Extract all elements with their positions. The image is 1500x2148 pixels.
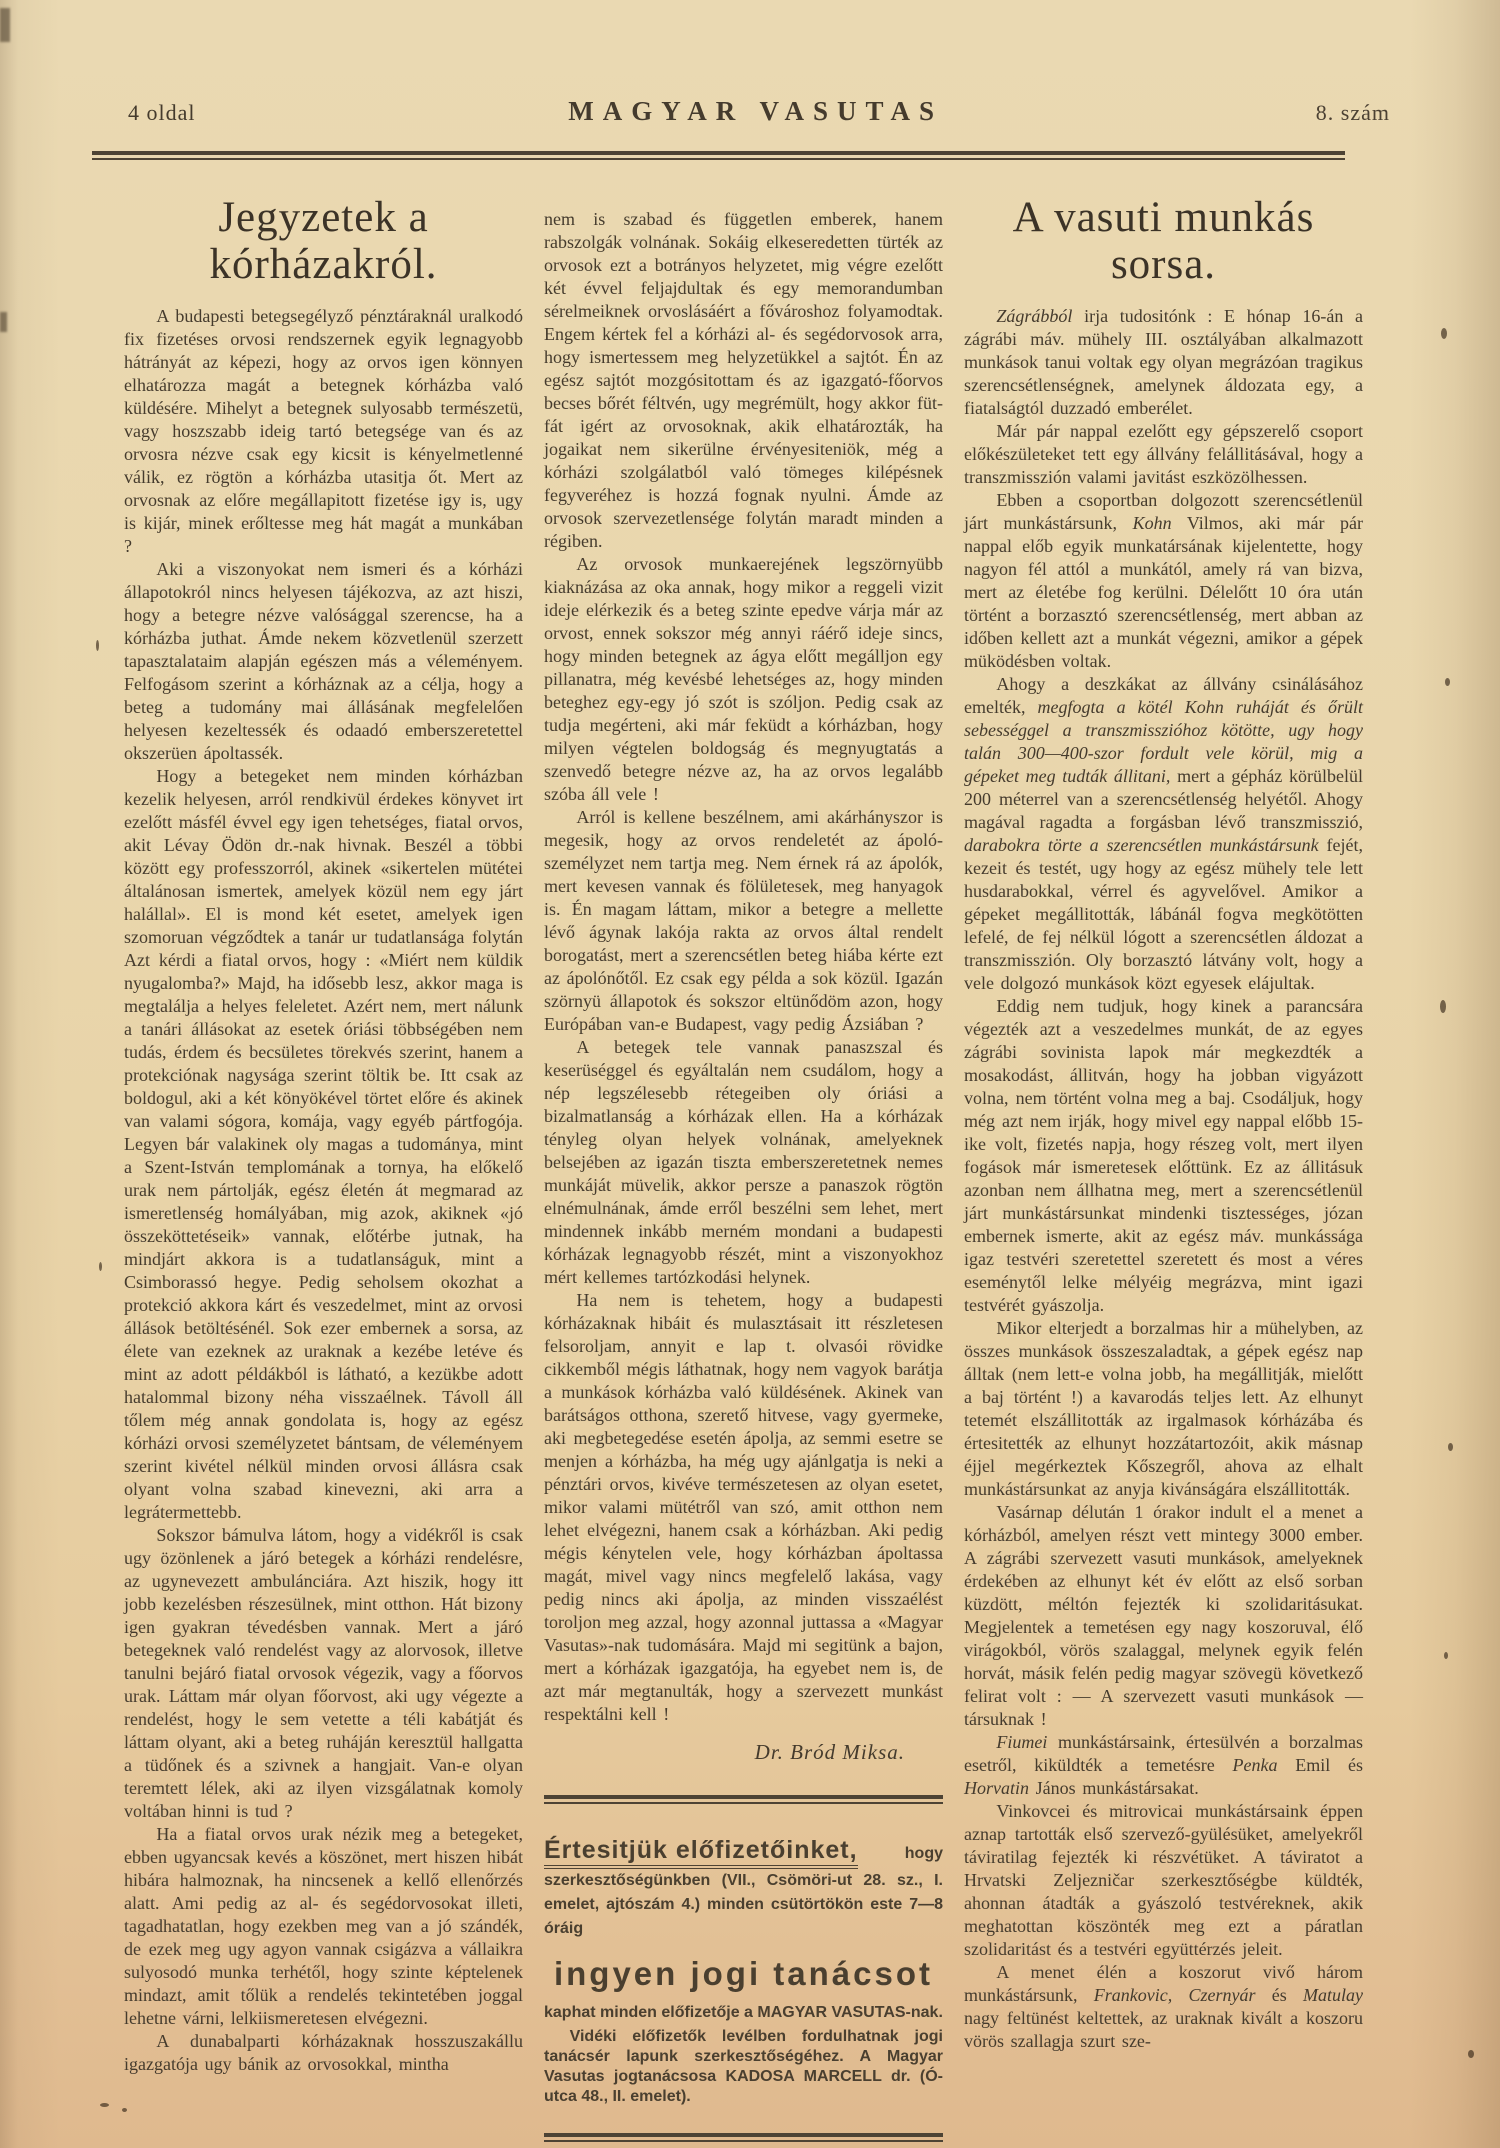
article-body-hospitals [124, 305, 523, 2076]
paragraph: Sokszor bámulva látom, hogy a vidékről is csak ugy özönlenek a járó betegek a kórházi rendelésre, az ugynevezett ambulánciára. Azt hiszik, hogy itt jobb kezelésben részesülnek, mint otthon. Hát bizony igen gyakran tévedésben vannak. Mert a járó betegeknek való rendelést vagy az alorvosok, illetve tanulni bejáró fiatal orvosok végezik, vagy a főorvos urak. Láttam már olyan főorvost, aki ugy végezte a rendelést, hogy le sem vetette a téli kabátját és láttam olyant, aki a beteg ruháján keresztül hallgatta a tüdőnek és a szivnek a hangjait. Van-e olyan teremtett lélek, aki az ilyen vizsgálatnak komoly voltában hinni is tud ? [124, 1524, 523, 1821]
paragraph: Ebben a csoportban dolgozott szerencsétlenül járt munkástársunk, Kohn Vilmos, aki már pár nappal előb egyik munkatársának kijelentette, hogy nagyon fél attól a munkától, amely rá van bizva, mert az életébe fog kerülni. Délelőtt 10 óra után történt a borzasztó szerencsétlenség, mert abban az időben kellett azt a munkát végezni, amikor a gépek müködésben voltak. [964, 489, 1363, 671]
ink-speck [100, 2103, 109, 2107]
paragraph: nem is szabad és független emberek, hanem rabszolgák volnának. Sokáig elkeseredetten türték az orvosok ezt a botrányos helyzetet, mig végre ezelőtt két évvel feljajdultak és egy memorandumban sérelmeiknek orvoslásáért a fővároshoz folyamodtak. Engem kértek fel a kórházi al- és segédorvosok arra, hogy ismertessem meg helyzetükkel a sajtót. Én az egész sajtót mozgósitottam és az igazgató-főorvos becses bőrét féltvén, ugy megrémült, hogy akkor füt-fát igért az orvosoknak, akik elhatározták, ha jogaikat nem sikerülne érvényesiteniök, még a kórházi szolgálatból való tömeges kilépésnek fegyveréhez is hozzá fognak nyulni. Ámde az orvosok szervezetlensége folytán maradt minden a régiben. [544, 209, 943, 551]
article-body-hospitals-continued [544, 208, 943, 1726]
paragraph: A menet élén a koszorut vivő három munkástársunk, Frankovic, Czernyár és Matulay nagy feltünést keltettek, az uraknak kivált a koszoru vörös szallagja szurt sze- [964, 1961, 1363, 2051]
notice-line-rural: Vidéki előfizetők levélben fordulhatnak jogi tanácsér lapunk szerkesztőségéhez. A Magyar Vasutas jogtanácsosa KADOSA MARCELL dr. (Ó-utca 48., II. emelet). [544, 2028, 943, 2105]
paragraph: Arról is kellene beszélnem, ami akárhányszor is megesik, hogy az orvos rendeletét az ápoló-személyzet nem tartja meg. Nem érnek rá az ápolók, mert kevesen vannak és fölületesek, meg hanyagok is. Én magam láttam, mikor a betegre a mellette lévő ágynak lakója rakta az orvos által rendelt borogatást, mert a szerencsétlen beteg hiába kérte ezt az ápolónőtől. Ez csak egy példa a sok közül. Igazán szörnyü állapotok és sokszor eltünődöm azon, hogy Európában van-e Budapest, vagy pedig Ázsiában ? [544, 807, 943, 1034]
ink-speck [1441, 328, 1447, 339]
paragraph: Hogy a betegeket nem minden kórházban kezelik helyesen, arról rendkivül érdekes könyvet irt ezelőtt másfél évvel egy igen tehetséges, fiatal orvos, akit Lévay Ödön dr.-nak hivnak. Beszél a többi között egy professzorról, akinek «sikertelen mütétei általánosan ismertek, amelyek közül nem egy járt halállal». El is mond két esetet, amelyek igen szomoruan végződtek a tanár ur tudatlansága folytán Azt kérdi a fiatal orvos, hogy : «Miért nem küldik nyugalomba?» Majd, ha idősebb lesz, akkor maga is megtalálja a helyes feleletet. Azért nem, mert nálunk a tanári állásokat az esetek óriási többségében nem tudás, érdem és becsületes törekvés szerint, hanem a protekciónak nagysága szerint töltik be. Itt csak az boldogul, aki a két könyökével törtet előre és akinek van valami sógora, komája, vagy egyéb pártfogója. Legyen bár valakinek oly magas a tudománya, mint a Szent-István templomának a tornya, ha előkelő urak nem pártolják, egész életén át megmarad az ismeretlenség homályában, mig azok, akiknek «jó összeköttetéseik» vannak, előtérbe jutnak, ha mindjárt akkora is a tudatlanságuk, mint a Csimborassó hegye. Pedig seholsem okozhat a protekció akkora kárt és veszedelmet, mint az orvosi állások betöltésénél. Sok ezer embernek a sorsa, az élete van ezeknek az uraknak a kezébe letéve és mint az adott példákból is látható, a kezükbe adott hatalommal bizony néha visszaélnek. Távoll áll tőlem még annak gondolata is, hogy az egész kórházi orvosi személyzetet bántsam, de véleményem szerint kivétel nélkül minden orvosi állásra csak olyant volna szabad kinevezni, aki arra a legrátermettebb. [124, 765, 523, 1522]
paragraph: Az orvosok munkaerejének legszörnyübb kiaknázása az oka annak, hogy mikor a reggeli vizit ideje elérkezik és a beteg szinte epedve várja már az orvost, ennek sokszor még annyi ráérő ideje sincs, hogy minden betegnek az ágya előtt megálljon egy pillanatra, még kevésbé lehetséges az, hogy minden beteghez egy-egy jó szót is szóljon. Pedig csak az tudja megérteni, aki már feküdt a kórházban, hogy milyen végtelen boldogság és megnyugtatás a szenvedő betegre nézve az, ha az orvos legalább szóba áll vele ! [544, 554, 943, 804]
ink-speck [99, 1262, 102, 1271]
column-middle [544, 168, 943, 2142]
subscriber-notice [544, 1838, 943, 2107]
section-divider-rule [544, 1795, 943, 1804]
article-body-railway-worker [964, 305, 1363, 2053]
notice-line-subscribers: kaphat minden előfizetője a MAGYAR VASUTAS-nak. [544, 2004, 943, 2021]
paragraph: A budapesti betegsegélyző pénztáraknál uralkodó fix fizetéses orvosi rendszernek egyik legnagyobb hátrányát az képezi, hogy az orvos igen könnyen elhatározza magát a betegnek kórházba való küldésére. Mihelyt a betegnek sulyosabb természetü, vagy hoszszabb ideig tartó betegsége van és az orvosra nézve csak egy kicsit is kényelmetlenné válik, ez rögtön a kórházba utasitja őt. Mert az orvosnak az előre megállapitott fizetése igy is, ugy is kijár, minek erőltesse meg hát magát a munkában ? [124, 305, 523, 556]
paragraph: Vinkovcei és mitrovicai munkástársaink éppen aznap tartották első szervező-gyülésüket, amelyekről táviratilag fejezték ki részvétüket. A táviratot a Hrvatski Zeljezničar szerkesztőségbe küldték, ahonnan átadták a gyászoló testvéreknek, akik meghatottan köszönték meg ezt a páratlan szolidaritást és a testvéri együttérzés jeleit. [964, 1800, 1363, 1959]
column-left [124, 168, 523, 2076]
paragraph: Ha nem is tehetem, hogy a budapesti kórházaknak hibáit és mulasztásait itt részletesen felsoroljam, annyit e lap t. olvasói rövidke cikkemből mégis láthatnak, hogy nem vagyok barátja a munkások kórházba való küldésének. Akinek van barátságos otthona, szerető hitvese, vagy gyermeke, aki megbetegedése esetén ápolja, az semmi esetre se menjen a kórházba, ha még ugy ajánlgatja is neki a pénztári orvos, kivéve természetesen az olyan esetet, mikor valami mütétről van szó, amit otthon nem lehet elvégezni, hanem csak a kórházban. Aki pedig mégis kénytelen vele, hogy kórházban ápoltassa magát, mivel vagy nincs megfelelő lakása, vagy pedig nincs aki ápolja, az minden visszaélést toroljon meg azzal, hogy azonnal juttassa a «Magyar Vasutas»-nak tudomására. Majd mi segitünk a bajon, mert a kórházak igazgatója, ha egyebet nem is, de azt már megtanulták, hogy a szervezett munkást respektálni kell ! [544, 1290, 943, 1724]
paragraph: Mikor elterjedt a borzalmas hir a mühelyben, az összes munkások összeszaladtak, a gépek egész nap álltak (nem lett-e volna jobb, ha megállitják, mielőtt a baj történt !) a kavarodás teljes lett. Az elhunyt tetemét elszállitották az irgalmasok kórházába és értesitették az elhunyt hozzátartozóit, akik másnap éjjel megérkeztek Kőszegről, ahova az elhalt munkástársunkat az anyja kivánságára elszállitották. [964, 1317, 1363, 1499]
ink-speck [1444, 1652, 1448, 1659]
ink-speck [1445, 678, 1450, 686]
article-columns [124, 168, 1363, 2142]
paragraph: Aki a viszonyokat nem ismeri és a kórházi állapotokról nincs helyesen tájékozva, az azt hiszi, hogy a betegre nézve valósággal szerencse, ha a kórházba juthat. Ámde nekem közvetlenül szerzett tapasztalataim alapján egészen más a véleményem. Felfogásom szerint a kórháznak az a célja, hogy a beteg a tudomány mai állásának megfelelően helyesen kezeltessék és odaadó emberszeretettel okszerüen ápoltassék. [124, 558, 523, 763]
header-rule [92, 151, 1345, 160]
notice-heading [544, 1838, 943, 1941]
paragraph: Ahogy a deszkákat az állvány csinálásához emelték, megfogta a kötél Kohn ruháját és őrült sebességgel a transzmisszióhoz kötötte, ugy hogy talán 300—400-szor fordult vele körül, mig a gépeket meg tudták állitani, mert a gépház körülbelül 200 méterrel van a szerencsétlenség helyétől. Ahogy magával ragadta a forgásban lévő transzmisszió, darabokra törte a szerencsétlen munkástársunk fejét, kezeit és testét, ugy hogy az egész mühely tele lett husdarabokkal, vérrel és agyvelővel. Amikor a gépeket megállitották, lábánál fogva megkötötten lefelé, de fej nélkül lógott a szerencsétlen áldozat a transzmisszión. Oly borzasztó látvány volt, hogy a vele dolgozó munkások közt egyesek elájultak. [964, 673, 1364, 993]
scan-smudge [0, 8, 10, 42]
article-title-railway-worker: A vasuti munkás sorsa. [1012, 194, 1315, 289]
notice-bottom-rule [544, 2133, 943, 2142]
scan-smudge [0, 312, 7, 332]
article-title-hospitals: Jegyzetek a kórházakról. [209, 194, 438, 289]
ink-speck [1440, 1000, 1446, 1013]
ink-speck [122, 2108, 127, 2112]
masthead-title: MAGYAR VASUTAS [568, 96, 944, 126]
paragraph: Fiumei munkástársaink, értesülvén a borzalmas esetről, kiküldték a temetésre Penka Emil és Horvatin János munkástársakat. [964, 1731, 1364, 1798]
ink-speck [96, 640, 99, 651]
paragraph: Már pár nappal ezelőtt egy gépszerelő csoport előkészületeket tett egy állvány felállitásával, hogy a transzmisszión valami javitást eszközölhessen. [964, 420, 1363, 487]
ink-speck [1448, 1443, 1453, 1451]
notice-highlight-free-legal-advice: ingyen jogi tanácsot [553, 1955, 934, 1992]
ink-speck [1468, 2050, 1474, 2058]
paragraph: Ha a fiatal orvos urak nézik meg a betegeket, ebben ugyancsak kevés a köszönet, mert hiszen hibát hibára halmoznak, ha nincsenek a kellő ellenőrzés alatt. Ami pedig az al- és segédorvosokat illeti, tagadhatatlan, hogy ezekben meg van a jó szándék, de ezek meg ugy agyon vannak csigázva a vállaikra sulyosodó munka terhétől, hogy szinte képtelenek mindazt, amit tőlük a rendelés tekintetében joggal lehetne várni, lelkiismeretesen elvégezni. [124, 1823, 523, 2028]
paragraph: A dunabalparti kórházaknak hosszuszakállu igazgatója ugy bánik az orvosokkal, mintha [124, 2030, 523, 2074]
notice-lead-text: Értesitjük előfizetőinket, [544, 1838, 858, 1869]
page-number: 4 oldal [128, 100, 196, 125]
issue-number: 8. szám [1315, 100, 1390, 125]
notice-lead-detail: hogy szerkesztőségünkben (VII., Csömöri-ut 28. sz., I. emelet, ajtószám 4.) minden csütörtökön este 7—8 óráig [544, 1845, 943, 1937]
column-right [964, 168, 1363, 2053]
page-header [128, 96, 1390, 127]
paragraph: A betegek tele vannak panaszszal és keserüséggel és egyáltalán nem csudálom, hogy a nép legszélesebb rétegeiben oly óriási a bizalmatlanság a kórházak ellen. Ha a kórházak tényleg olyan helyek volnának, amelyeknek belsejében az igazán tiszta emberszeretetnek nemes munkáját müvelik, akkor persze a panaszok rögtön elnémulnának, ámde erről beszélni sem lehet, mert mindennek inkább merném mondani a budapesti kórházak legnagyobb részét, mint a viszonyokhoz mért kellemes tartózkodási helynek. [544, 1037, 943, 1287]
paragraph: Vasárnap délután 1 órakor indult el a menet a kórházból, amelyen részt vett mintegy 3000 ember. A zágrábi szervezett vasuti munkások, amelyeknek érdekében az elhunyt két év előtt az első sorban küzdött, méltón fejezték ki szolidaritásukat. Megjelentek a temetésen egy nagy koszoruval, élő virágokból, vörös szalaggal, melynek egyik felén horvát, másik felén pedig magyar szövegü következő felirat volt : — A szervezett vasuti munkások — társuknak ! [964, 1501, 1363, 1729]
paragraph: Zágrábból irja tudositónk : E hónap 16-án a zágrábi máv. mühely III. osztályában alkalmazott munkások tanui voltak egy olyan megrázóan tragikus szerencsétlenségnek, amelynek áldozata egy, a fiatalságtól duzzadó emberélet. [964, 305, 1363, 418]
author-signature: Dr. Bród Miksa. [754, 1740, 905, 1764]
paragraph: Eddig nem tudjuk, hogy kinek a parancsára végezték azt a veszedelmes munkát, de az egyes zágrábi sovinista lapok már megkezdték a mosakodást, állitván, hogy ha jobban vigyázott volna, nem történt volna meg a baj. Csodáljuk, hogy még azt nem irják, hogy mivel egy nappal előbb 15-ike volt, fizetés napja, hogy részeg volt, mert ilyen fogások már ismeretesek előttünk. Ez az állitásuk azonban nem állhatna meg, mert a szerencsétlenül járt munkástársunkat mindenki tisztességes, józan embernek ismerte, akit az egész máv. munkássága igaz testvéri szeretettel szeretett és most a véres eseménytől lelke mélyéig megrázva, mint igazi testvérét gyászolja. [964, 995, 1363, 1315]
